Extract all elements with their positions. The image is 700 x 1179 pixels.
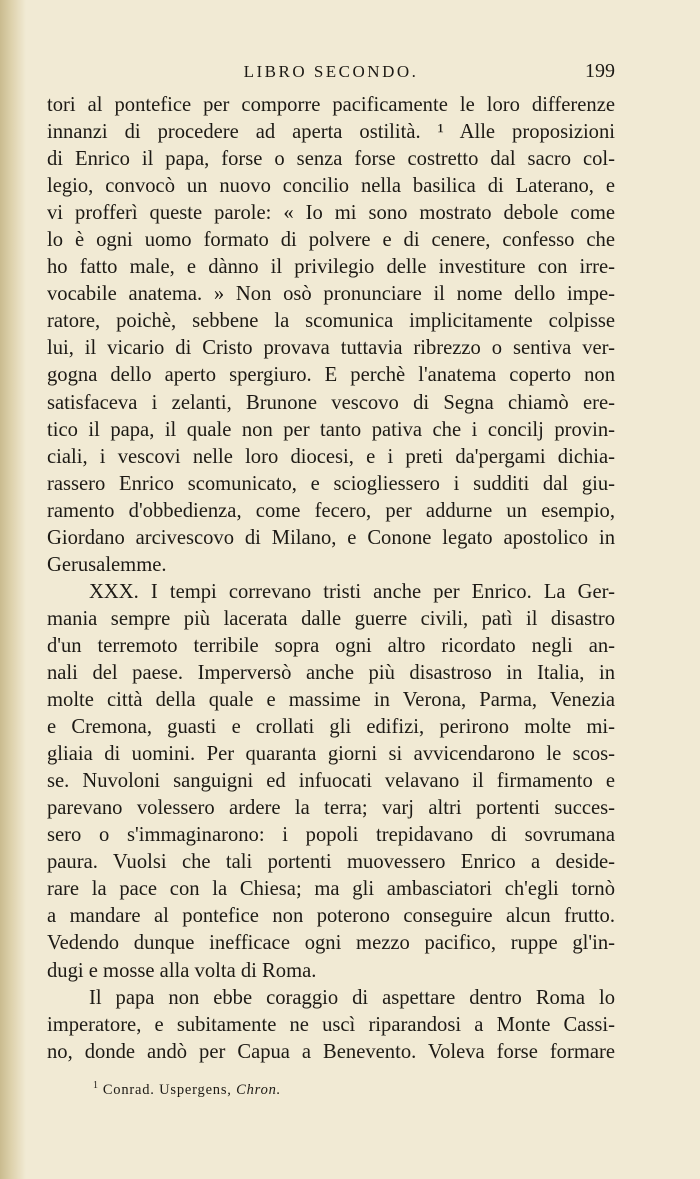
text-line: tico il papa, il quale non per tanto pativa che i concilj provin-: [47, 418, 615, 441]
text-line: gliaia di uomini. Per quaranta giorni si avvicendarono le scos-: [47, 743, 615, 766]
text-line: e Cremona, guasti e crollati gli edifizi, perirono molte mi-: [47, 716, 615, 739]
text-line: di Enrico il papa, forse o senza forse costretto dal sacro col-: [47, 148, 615, 171]
text-line: a mandare al pontefice non poterono conseguire alcun frutto.: [47, 905, 615, 928]
text-line: ciali, i vescovi nelle loro diocesi, e i preti da'pergami dichia-: [47, 445, 615, 468]
text-line-paragraph-end: Gerusalemme.: [47, 553, 167, 576]
text-line: no, donde andò per Capua a Benevento. Voleva forse formare: [47, 1040, 615, 1063]
text-line: vi profferì queste parole: « Io mi sono mostrato debole come: [47, 202, 615, 225]
text-line: innanzi di procedere ad aperta ostilità. ¹ Alle proposizioni: [47, 121, 615, 144]
text-line: satisfaceva i zelanti, Brunone vescovo di Segna chiamò ere-: [47, 391, 615, 414]
text-line-paragraph-start: Il papa non ebbe coraggio di aspettare dentro Roma lo: [89, 986, 615, 1009]
text-line: Giordano arcivescovo di Milano, e Conone legato apostolico in: [47, 526, 615, 549]
text-line: ho fatto male, e dànno il privilegio delle investiture con irre-: [47, 256, 615, 279]
text-line: molte città della quale e massime in Verona, Parma, Venezia: [47, 689, 615, 712]
page-binding-shadow: [0, 0, 26, 1179]
text-line: sero o s'immaginarono: i popoli trepidavano di sovrumana: [47, 824, 615, 847]
text-line: d'un terremoto terribile sopra ogni altro ricordato negli an-: [47, 634, 615, 657]
footnote-mark: 1: [93, 1080, 99, 1091]
text-line: mania sempre più lacerata dalle guerre civili, patì il disastro: [47, 607, 615, 630]
text-line: vocabile anatema. » Non osò pronunciare il nome dello impe-: [47, 283, 615, 306]
text-line: rassero Enrico scomunicato, e sciogliessero i sudditi dal giu-: [47, 472, 615, 495]
text-line: nali del paese. Imperversò anche più disastroso in Italia, in: [47, 661, 615, 684]
text-line: Vedendo dunque inefficace ogni mezzo pacifico, ruppe gl'in-: [47, 932, 615, 955]
text-line: parevano volessero ardere la terra; varj altri portenti succes-: [47, 797, 615, 820]
text-line: ratore, poichè, sebbene la scomunica implicitamente colpisse: [47, 310, 615, 333]
text-line: rare la pace con la Chiesa; ma gli ambasciatori ch'egli tornò: [47, 878, 615, 901]
text-line: gogna dello aperto spergiuro. E perchè l'anatema coperto non: [47, 364, 615, 387]
body-text: [47, 92, 615, 1066]
running-head: LIBRO SECONDO.: [243, 62, 419, 81]
text-line: paura. Vuolsi che tali portenti muovessero Enrico a deside-: [47, 851, 615, 874]
footnote-title: Chron.: [236, 1081, 282, 1098]
page-number: 199: [585, 60, 615, 82]
text-line: lo è ogni uomo formato di polvere e di cenere, confesso che: [47, 229, 615, 252]
text-line: lui, il vicario di Cristo provava tuttavia ribrezzo o sentiva ver-: [47, 337, 615, 360]
text-line-section-start: XXX. I tempi correvano tristi anche per Enrico. La Ger-: [89, 580, 615, 603]
footnote-author: Conrad. Uspergens,: [102, 1081, 232, 1098]
text-line: imperatore, e subitamente ne uscì riparandosi a Monte Cassi-: [47, 1013, 615, 1036]
footnote: [93, 1080, 281, 1099]
text-line: legio, convocò un nuovo concilio nella basilica di Laterano, e: [47, 175, 615, 198]
text-line-paragraph-end: dugi e mosse alla volta di Roma.: [47, 959, 317, 982]
text-line: ramento d'obbedienza, come fecero, per addurne un esempio,: [47, 499, 615, 522]
text-line: tori al pontefice per comporre pacificamente le loro differenze: [47, 94, 615, 116]
text-line: se. Nuvoloni sanguigni ed infuocati velavano il firmamento e: [47, 770, 615, 793]
page-header: [47, 60, 615, 90]
